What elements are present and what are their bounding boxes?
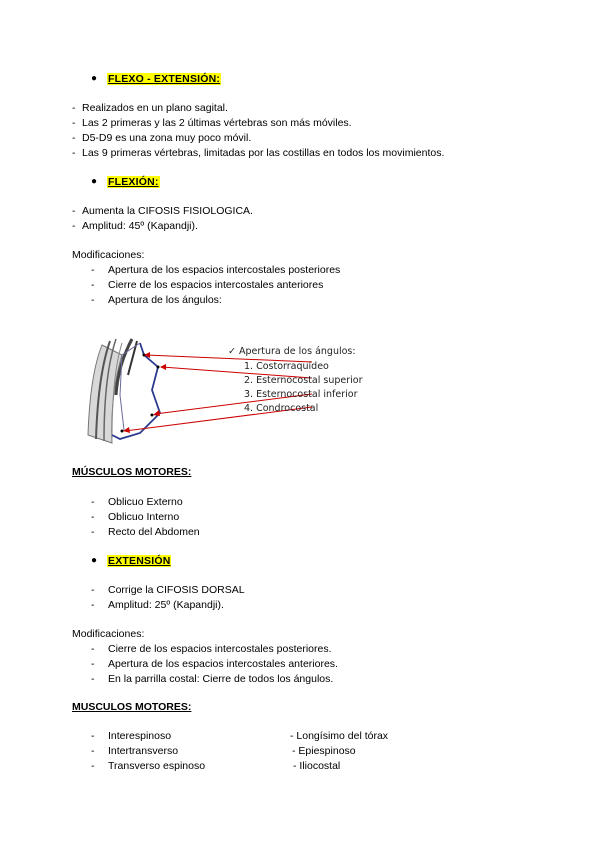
list-item: Aumenta la CIFOSIS FISIOLOGICA. <box>82 205 253 217</box>
figure-item: 2. Esternocostal superior <box>244 375 363 386</box>
list-item: Transverso espinoso <box>108 760 206 772</box>
list-item: En la parrilla costal: Cierre de todos los ángulos. <box>108 673 334 685</box>
list-item: Las 2 primeras y las 2 últimas vértebras son más móviles. <box>82 117 352 129</box>
heading-extension: EXTENSIÓN <box>108 555 171 567</box>
heading-flexo-extension: FLEXO - EXTENSIÓN: <box>108 73 221 85</box>
muscles-heading-flexion: MÚSCULOS MOTORES: <box>72 466 192 478</box>
list-item: - Iliocostal <box>293 760 341 772</box>
list-item: Las 9 primeras vértebras, limitadas por las costillas en todos los movimientos. <box>82 147 445 159</box>
figure-item: 1. Costorraquídeo <box>244 361 329 372</box>
modificaciones-label: Modificaciones: <box>72 249 145 261</box>
list-item: Cierre de los espacios intercostales posteriores. <box>108 643 332 655</box>
list-item: - Longísimo del tórax <box>290 730 389 742</box>
figure-item: 4. Condrocostal <box>244 403 319 414</box>
list-item: D5-D9 es una zona muy poco móvil. <box>82 132 252 144</box>
list-item: Realizados en un plano sagital. <box>82 102 228 114</box>
list-item: Recto del Abdomen <box>108 526 200 538</box>
list-item: Apertura de los espacios intercostales anteriores. <box>108 658 338 670</box>
list-item: Oblicuo Interno <box>108 511 180 523</box>
list-item: Cierre de los espacios intercostales anteriores <box>108 279 324 291</box>
bullet-icon: ● <box>91 555 98 566</box>
list-item: Amplitud: 45º (Kapandji). <box>82 220 198 232</box>
list-item: Amplitud: 25º (Kapandji). <box>108 599 224 611</box>
modificaciones-label: Modificaciones: <box>72 628 145 640</box>
list-item: Interespinoso <box>108 730 172 742</box>
list-item: Apertura de los espacios intercostales posteriores <box>108 264 341 276</box>
muscles-heading-extension: MUSCULOS MOTORES: <box>72 701 192 713</box>
figure-item: 3. Esternocostal inferior <box>244 389 358 400</box>
figure-title: ✓ Apertura de los ángulos: <box>228 346 356 357</box>
list-item: Corrige la CIFOSIS DORSAL <box>108 584 245 596</box>
list-item: Intertransverso <box>108 745 179 757</box>
heading-flexion: FLEXIÓN: <box>108 176 159 188</box>
bullet-icon: ● <box>91 73 98 84</box>
bullet-icon: ● <box>91 176 98 187</box>
list-item: - Epiespinoso <box>292 745 356 757</box>
list-item: Apertura de los ángulos: <box>108 294 222 306</box>
list-item: Oblicuo Externo <box>108 496 183 508</box>
check-icon: ✓ <box>228 346 239 357</box>
